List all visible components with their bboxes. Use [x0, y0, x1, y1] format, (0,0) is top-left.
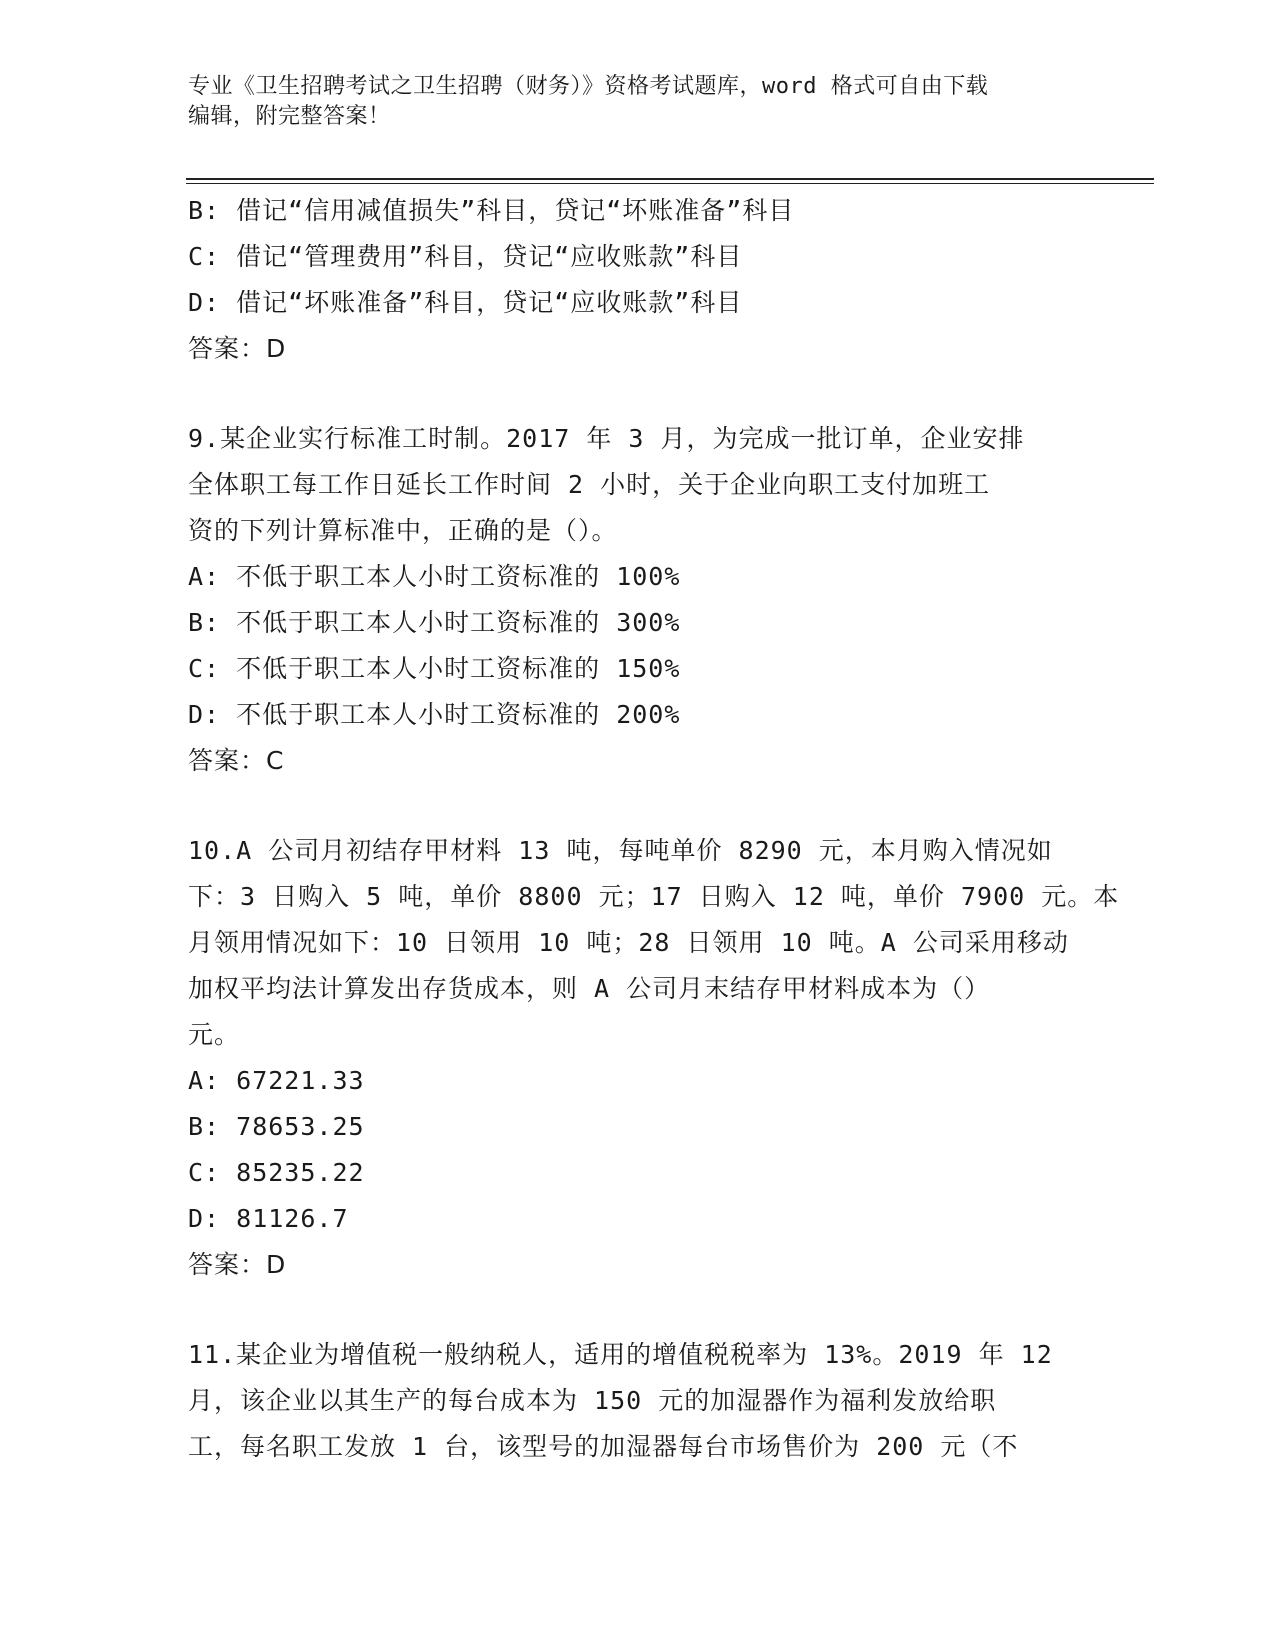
- question-11: [188, 1332, 1088, 1470]
- q8-option-b: B: 借记“信用减值损失”科目，贷记“坏账准备”科目: [188, 196, 795, 225]
- spacer: [188, 372, 1088, 416]
- q10-option-b: B: 78653.25: [188, 1112, 365, 1141]
- q11-text-line-3: 工，每名职工发放 1 台，该型号的加湿器每台市场售价为 200 元（不: [188, 1432, 1019, 1461]
- q9-text-line-3: 资的下列计算标准中，正确的是（）。: [188, 516, 618, 545]
- q10-text-line-1: 10.A 公司月初结存甲材料 13 吨，每吨单价 8290 元，本月购入情况如: [188, 836, 1053, 865]
- header-line-2: 编辑，附完整答案！: [188, 104, 391, 129]
- q10-option-c: C: 85235.22: [188, 1158, 365, 1187]
- q10-text-line-2: 下：3 日购入 5 吨，单价 8800 元；17 日购入 12 吨，单价 7900 元。本: [188, 882, 1120, 911]
- spacer: [188, 1288, 1088, 1332]
- question-9: [188, 416, 1088, 784]
- header-divider-thin: [186, 183, 1154, 184]
- q10-option-a: A: 67221.33: [188, 1066, 365, 1095]
- q8-option-d: D: 借记“坏账准备”科目，贷记“应收账款”科目: [188, 288, 743, 317]
- q10-option-d: D: 81126.7: [188, 1204, 349, 1233]
- q11-text-line-1: 11.某企业为增值税一般纳税人，适用的增值税税率为 13%。2019 年 12: [188, 1340, 1053, 1369]
- question-8-continued: [188, 188, 1088, 372]
- q9-option-a: A: 不低于职工本人小时工资标准的 100%: [188, 562, 681, 591]
- q9-option-c: C: 不低于职工本人小时工资标准的 150%: [188, 654, 681, 683]
- q10-text-line-4: 加权平均法计算发出存货成本，则 A 公司月末结存甲材料成本为（）: [188, 974, 991, 1003]
- q9-text-line-1: 9.某企业实行标准工时制。2017 年 3 月，为完成一批订单，企业安排: [188, 424, 1025, 453]
- q9-answer: 答案：C: [188, 746, 285, 775]
- question-10: [188, 828, 1120, 1288]
- spacer: [188, 784, 1088, 828]
- q10-text-line-3: 月领用情况如下：10 日领用 10 吨；28 日领用 10 吨。A 公司采用移动: [188, 928, 1069, 957]
- q10-answer: 答案：D: [188, 1250, 287, 1279]
- q9-option-b: B: 不低于职工本人小时工资标准的 300%: [188, 608, 681, 637]
- document-header: [188, 72, 1088, 132]
- q9-option-d: D: 不低于职工本人小时工资标准的 200%: [188, 700, 681, 729]
- document-body: [188, 188, 1120, 1470]
- q8-answer: 答案：D: [188, 334, 287, 363]
- header-line-1: 专业《卫生招聘考试之卫生招聘（财务）》资格考试题库，word 格式可自由下载: [188, 74, 989, 99]
- q10-text-line-5: 元。: [188, 1020, 241, 1049]
- q11-text-line-2: 月，该企业以其生产的每台成本为 150 元的加湿器作为福利发放给职: [188, 1386, 997, 1415]
- q8-option-c: C: 借记“管理费用”科目，贷记“应收账款”科目: [188, 242, 743, 271]
- q9-text-line-2: 全体职工每工作日延长工作时间 2 小时，关于企业向职工支付加班工: [188, 470, 991, 499]
- header-divider-thick: [186, 178, 1154, 180]
